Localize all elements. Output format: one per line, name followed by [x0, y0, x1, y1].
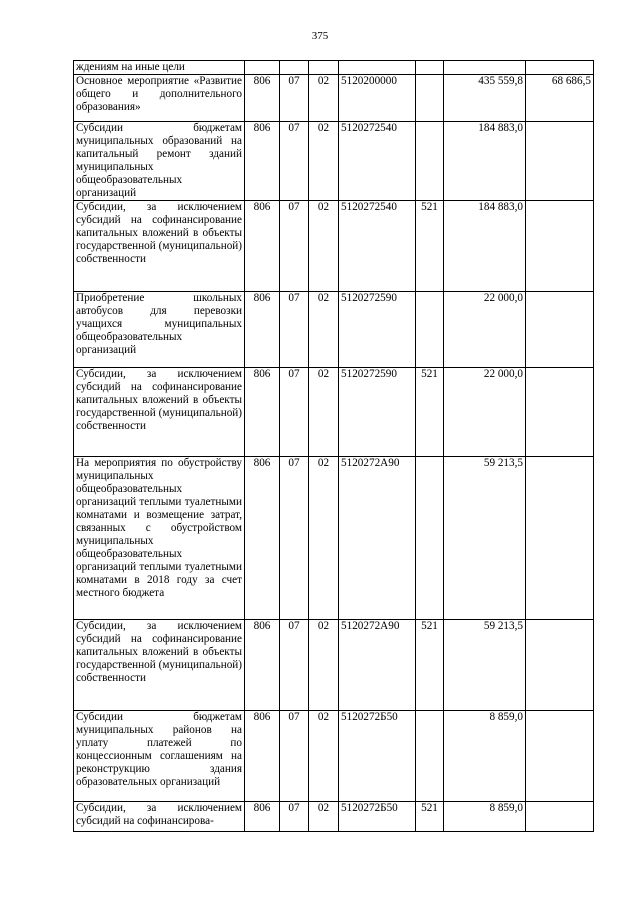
- row-sum-2: [526, 620, 594, 711]
- row-rz: 07: [280, 201, 309, 292]
- row-rz: 07: [280, 122, 309, 201]
- row-sum-1: 22 000,0: [444, 368, 526, 457]
- row-rz: [280, 61, 309, 75]
- row-sum-2: [526, 711, 594, 802]
- budget-table: [73, 60, 594, 832]
- row-sum-2: [526, 457, 594, 620]
- row-pr: 02: [309, 620, 339, 711]
- row-rz: 07: [280, 802, 309, 832]
- row-name: Основное мероприятие «Развитие общего и дополнительного образования»: [74, 75, 245, 122]
- row-name: Субсидии бюджетам муниципальных районов на уплату платежей по концессионным соглашениям на реконструкцию здания образовательных организаций: [74, 711, 245, 802]
- row-pr: 02: [309, 802, 339, 832]
- row-grbs: 806: [245, 75, 280, 122]
- row-sum-2: [526, 122, 594, 201]
- row-csr: 5120200000: [339, 75, 416, 122]
- row-pr: 02: [309, 75, 339, 122]
- table-row: [74, 802, 594, 832]
- row-name: Субсидии, за исключением субсидий на софинансирование капитальных вложений в объекты государственной (муниципальной) собственности: [74, 620, 245, 711]
- row-vr: [416, 457, 444, 620]
- row-csr: 5120272А90: [339, 620, 416, 711]
- table-row: [74, 457, 594, 620]
- table-row: [74, 75, 594, 122]
- row-grbs: 806: [245, 620, 280, 711]
- row-sum-1: 8 859,0: [444, 711, 526, 802]
- row-vr: 521: [416, 368, 444, 457]
- row-sum-2: 68 686,5: [526, 75, 594, 122]
- row-csr: 5120272540: [339, 122, 416, 201]
- row-csr: 5120272590: [339, 368, 416, 457]
- row-pr: [309, 61, 339, 75]
- table-row: [74, 61, 594, 75]
- row-sum-1: 59 213,5: [444, 457, 526, 620]
- row-sum-2: [526, 201, 594, 292]
- table-row: [74, 292, 594, 368]
- row-rz: 07: [280, 711, 309, 802]
- row-vr: [416, 75, 444, 122]
- table-row: [74, 620, 594, 711]
- row-grbs: [245, 61, 280, 75]
- row-vr: [416, 711, 444, 802]
- row-pr: 02: [309, 457, 339, 620]
- row-name: Субсидии, за исключением субсидий на софинансирование капитальных вложений в объекты государственной (муниципальной) собственности: [74, 368, 245, 457]
- table-row: [74, 122, 594, 201]
- row-rz: 07: [280, 368, 309, 457]
- row-rz: 07: [280, 457, 309, 620]
- row-grbs: 806: [245, 711, 280, 802]
- row-vr: [416, 122, 444, 201]
- row-csr: 5120272Б50: [339, 711, 416, 802]
- row-csr: [339, 61, 416, 75]
- table-row: [74, 368, 594, 457]
- row-pr: 02: [309, 122, 339, 201]
- row-sum-1: [444, 61, 526, 75]
- row-vr: 521: [416, 802, 444, 832]
- row-sum-1: 184 883,0: [444, 122, 526, 201]
- row-sum-1: 8 859,0: [444, 802, 526, 832]
- row-vr: [416, 292, 444, 368]
- row-name: Субсидии бюджетам муниципальных образований на капитальный ремонт зданий муниципальных общеобразовательных организаций: [74, 122, 245, 201]
- row-rz: 07: [280, 75, 309, 122]
- table-row: [74, 711, 594, 802]
- row-csr: 5120272Б50: [339, 802, 416, 832]
- row-csr: 5120272А90: [339, 457, 416, 620]
- row-sum-2: [526, 292, 594, 368]
- row-grbs: 806: [245, 368, 280, 457]
- row-csr: 5120272590: [339, 292, 416, 368]
- row-name: На мероприятия по обустройству муниципальных общеобразовательных организаций теплыми туалетными комнатами и возмещение затрат, связанных с обустройством муниципальных общеобразовательных организаций теплыми туалетными комнатами в 2018 году за счет местного бюджета: [74, 457, 245, 620]
- table-row: [74, 201, 594, 292]
- row-sum-1: 184 883,0: [444, 201, 526, 292]
- row-vr: 521: [416, 201, 444, 292]
- row-name: Субсидии, за исключением субсидий на софинансирование капитальных вложений в объекты государственной (муниципальной) собственности: [74, 201, 245, 292]
- row-name: Субсидии, за исключением субсидий на софинансирова-: [74, 802, 245, 832]
- row-name: ждениям на иные цели: [74, 61, 245, 75]
- row-vr: 521: [416, 620, 444, 711]
- row-grbs: 806: [245, 457, 280, 620]
- row-grbs: 806: [245, 292, 280, 368]
- row-grbs: 806: [245, 201, 280, 292]
- row-pr: 02: [309, 711, 339, 802]
- page-number: 375: [311, 30, 329, 42]
- row-pr: 02: [309, 201, 339, 292]
- row-sum-2: [526, 368, 594, 457]
- row-vr: [416, 61, 444, 75]
- row-grbs: 806: [245, 802, 280, 832]
- row-rz: 07: [280, 292, 309, 368]
- row-sum-2: [526, 802, 594, 832]
- row-sum-1: 59 213,5: [444, 620, 526, 711]
- row-rz: 07: [280, 620, 309, 711]
- row-sum-2: [526, 61, 594, 75]
- row-name: Приобретение школьных автобусов для перевозки учащихся муниципальных общеобразовательных организаций: [74, 292, 245, 368]
- row-grbs: 806: [245, 122, 280, 201]
- row-sum-1: 435 559,8: [444, 75, 526, 122]
- row-pr: 02: [309, 292, 339, 368]
- row-pr: 02: [309, 368, 339, 457]
- row-sum-1: 22 000,0: [444, 292, 526, 368]
- row-csr: 5120272540: [339, 201, 416, 292]
